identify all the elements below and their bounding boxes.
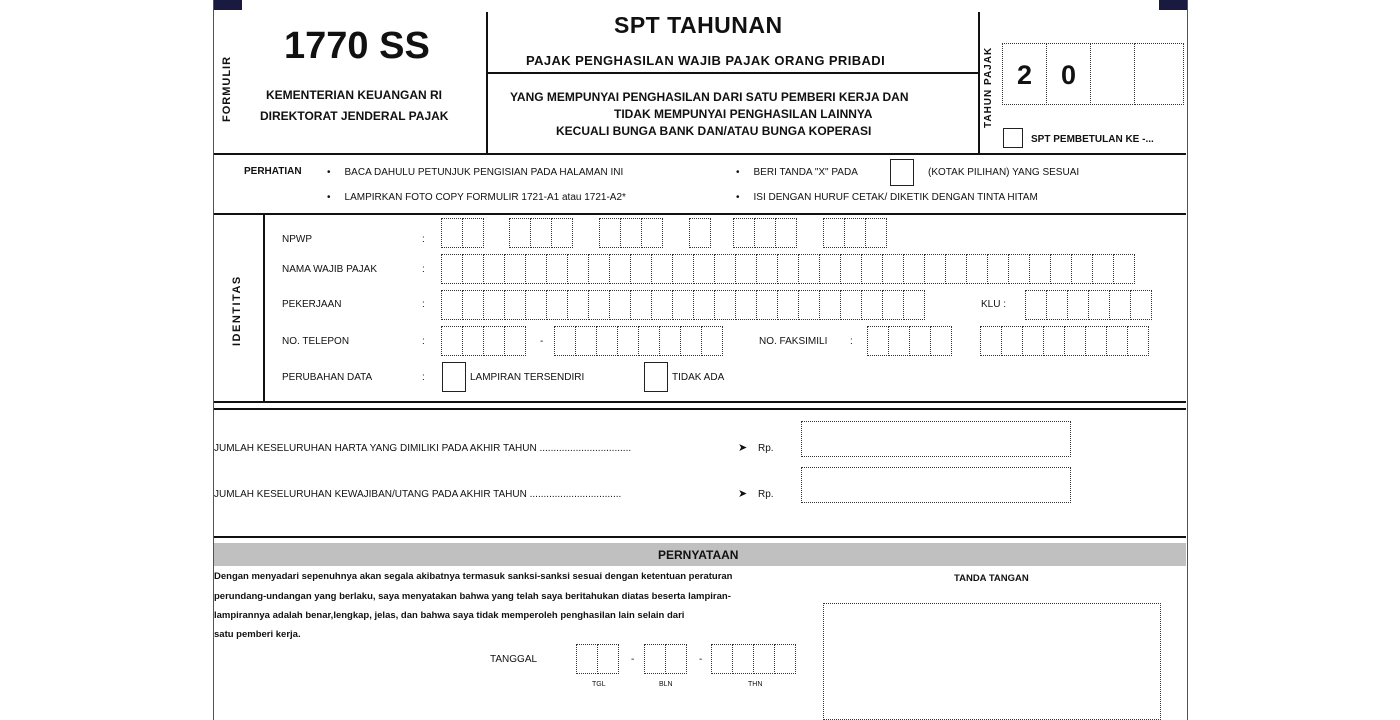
character-cell[interactable] xyxy=(714,254,736,284)
character-cell[interactable] xyxy=(651,254,673,284)
character-cell[interactable] xyxy=(672,254,694,284)
npwp-group-2[interactable] xyxy=(509,218,573,248)
pembetulan-label: SPT PEMBETULAN KE -... xyxy=(1031,134,1154,145)
character-cell[interactable] xyxy=(609,290,631,320)
telepon-area-code-field[interactable] xyxy=(441,326,526,356)
corner-mark-left xyxy=(214,0,242,10)
character-cell[interactable] xyxy=(644,644,666,674)
character-cell[interactable] xyxy=(1109,290,1131,320)
tanggal-year-field[interactable] xyxy=(711,644,796,674)
form-description-2: TIDAK MEMPUNYAI PENGHASILAN LAINNYA xyxy=(614,107,873,121)
character-cell[interactable] xyxy=(1067,290,1089,320)
character-cell[interactable] xyxy=(819,254,841,284)
character-cell[interactable] xyxy=(693,254,715,284)
telepon-label: NO. TELEPON xyxy=(282,336,350,347)
faks-colon: : xyxy=(850,336,853,347)
character-cell[interactable] xyxy=(1092,254,1114,284)
character-cell[interactable] xyxy=(840,254,862,284)
tax-year-boxes xyxy=(1002,43,1184,105)
character-cell[interactable] xyxy=(554,326,576,356)
telepon-colon: : xyxy=(422,336,425,347)
form-description-1: YANG MEMPUNYAI PENGHASILAN DARI SATU PEMBERI KERJA DAN xyxy=(510,90,909,104)
character-cell[interactable] xyxy=(630,290,652,320)
perubahan-label: PERUBAHAN DATA xyxy=(282,372,373,383)
character-cell[interactable] xyxy=(617,326,639,356)
header-subtitle-rule xyxy=(486,72,978,74)
npwp-group-3[interactable] xyxy=(599,218,663,248)
notice-bottom-rule xyxy=(214,213,1186,215)
character-cell[interactable] xyxy=(1127,326,1149,356)
nama-wajib-pajak-field[interactable] xyxy=(441,254,1135,284)
character-cell[interactable] xyxy=(525,254,547,284)
character-cell[interactable] xyxy=(930,326,952,356)
character-cell[interactable] xyxy=(567,254,589,284)
tanggal-dash-1: - xyxy=(631,654,635,665)
character-cell[interactable] xyxy=(441,254,463,284)
pekerjaan-colon: : xyxy=(422,299,425,310)
character-cell[interactable] xyxy=(638,326,660,356)
harta-currency: Rp. xyxy=(758,443,774,454)
character-cell[interactable] xyxy=(462,254,484,284)
character-cell[interactable] xyxy=(903,290,925,320)
tanggal-label: TANGGAL xyxy=(490,654,538,665)
klu-field[interactable] xyxy=(1025,290,1152,320)
character-cell[interactable] xyxy=(504,290,526,320)
npwp-group-6[interactable] xyxy=(823,218,887,248)
character-cell[interactable] xyxy=(1071,254,1093,284)
character-cell[interactable] xyxy=(798,254,820,284)
klu-label: KLU : xyxy=(981,299,1007,310)
header-divider-1 xyxy=(486,12,488,153)
character-cell[interactable] xyxy=(680,326,702,356)
character-cell[interactable] xyxy=(882,290,904,320)
npwp-group-5[interactable] xyxy=(733,218,797,248)
character-cell[interactable] xyxy=(546,254,568,284)
directorate-name: DIREKTORAT JENDERAL PAJAK xyxy=(260,109,449,123)
harta-bottom-rule xyxy=(214,536,1186,538)
form-subtitle: PAJAK PENGHASILAN WAJIB PAJAK ORANG PRIBADI xyxy=(526,53,886,68)
form-description-3: KECUALI BUNGA BANK DAN/ATAU BUNGA KOPERASI xyxy=(556,124,872,138)
header-divider-2 xyxy=(978,12,980,153)
notice-item-1-text: BACA DAHULU PETUNJUK PENGISIAN PADA HALAMAN INI xyxy=(344,167,624,178)
character-cell[interactable] xyxy=(483,290,505,320)
pernyataan-text-2: perundang-undangan yang berlaku, saya menyatakan bahwa yang telah saya beritahukan diatas beserta lampiran- xyxy=(214,591,731,602)
character-cell[interactable] xyxy=(1106,326,1128,356)
character-cell[interactable] xyxy=(525,290,547,320)
character-cell[interactable] xyxy=(711,644,733,674)
nama-label: NAMA WAJIB PAJAK xyxy=(282,264,378,275)
pernyataan-text-3: lampirannya adalah benar,lengkap, jelas, dan bahwa saya tidak memperoleh penghasilan lain selain dari xyxy=(214,610,685,621)
corner-mark-right xyxy=(1159,0,1187,10)
notice-item-4 xyxy=(736,192,1038,203)
pekerjaan-field[interactable] xyxy=(441,290,925,320)
character-cell[interactable] xyxy=(840,290,862,320)
identitas-label: IDENTITAS xyxy=(231,275,243,346)
character-cell[interactable] xyxy=(753,644,775,674)
pernyataan-title: PERNYATAAN xyxy=(658,548,739,562)
notice-label: PERHATIAN xyxy=(244,166,302,177)
character-cell[interactable] xyxy=(441,290,463,320)
character-cell[interactable] xyxy=(798,290,820,320)
notice-item-2 xyxy=(327,192,626,203)
kewajiban-label: JUMLAH KESELURUHAN KEWAJIBAN/UTANG PADA AKHIR TAHUN ................................. xyxy=(214,489,622,500)
tanggal-month-field[interactable] xyxy=(644,644,687,674)
notice-item-4-text: ISI DENGAN HURUF CETAK/ DIKETIK DENGAN TINTA HITAM xyxy=(753,192,1038,203)
notice-item-2-text: LAMPIRKAN FOTO COPY FORMULIR 1721-A1 atau 1721-A2* xyxy=(344,192,626,203)
character-cell[interactable] xyxy=(714,290,736,320)
character-cell[interactable] xyxy=(819,290,841,320)
character-cell[interactable] xyxy=(1085,326,1107,356)
perubahan-colon: : xyxy=(422,372,425,383)
ministry-name: KEMENTERIAN KEUANGAN RI xyxy=(266,88,443,102)
npwp-label: NPWP xyxy=(282,234,312,245)
character-cell[interactable] xyxy=(483,326,505,356)
signature-box[interactable] xyxy=(823,603,1161,720)
character-cell[interactable] xyxy=(987,254,1009,284)
character-cell[interactable] xyxy=(867,326,889,356)
character-cell[interactable] xyxy=(575,326,597,356)
faks-label: NO. FAKSIMILI xyxy=(759,336,828,347)
npwp-colon: : xyxy=(422,234,425,245)
harta-amount-field[interactable] xyxy=(801,421,1071,457)
character-cell[interactable] xyxy=(504,254,526,284)
character-cell[interactable] xyxy=(651,290,673,320)
character-cell[interactable] xyxy=(596,326,618,356)
character-cell[interactable] xyxy=(1130,290,1152,320)
character-cell[interactable] xyxy=(1001,326,1023,356)
character-cell[interactable] xyxy=(903,254,925,284)
notice-item-3-text: BERI TANDA "X" PADA xyxy=(753,167,858,178)
tanggal-day-field[interactable] xyxy=(576,644,619,674)
character-cell[interactable] xyxy=(588,254,610,284)
character-cell[interactable] xyxy=(609,254,631,284)
notice-sample-checkbox xyxy=(890,159,914,186)
signature-label: TANDA TANGAN xyxy=(954,573,1029,584)
character-cell[interactable] xyxy=(1088,290,1110,320)
tidak-ada-checkbox[interactable] xyxy=(644,362,668,392)
character-cell[interactable] xyxy=(756,290,778,320)
notice-item-1 xyxy=(327,167,623,178)
kewajiban-amount-field[interactable] xyxy=(801,467,1071,503)
kewajiban-arrow: ➤ xyxy=(738,488,748,500)
character-cell[interactable] xyxy=(756,254,778,284)
character-cell[interactable] xyxy=(441,326,463,356)
character-cell[interactable] xyxy=(701,326,723,356)
faksimili-number-field[interactable] xyxy=(980,326,1149,356)
harta-label: JUMLAH KESELURUHAN HARTA YANG DIMILIKI PADA AKHIR TAHUN ................................. xyxy=(214,443,632,454)
character-cell[interactable] xyxy=(774,644,796,674)
thn-caption: THN xyxy=(748,681,763,688)
npwp-group-1[interactable] xyxy=(441,218,484,248)
character-cell[interactable] xyxy=(861,254,883,284)
character-cell[interactable] xyxy=(924,254,946,284)
character-cell[interactable] xyxy=(665,644,687,674)
notice-item-3-suffix: (KOTAK PILIHAN) YANG SESUAI xyxy=(928,167,1080,178)
header-bottom-rule xyxy=(214,153,1186,155)
character-cell[interactable] xyxy=(945,254,967,284)
character-cell[interactable] xyxy=(567,290,589,320)
character-cell[interactable] xyxy=(735,254,757,284)
character-cell[interactable] xyxy=(777,290,799,320)
character-cell[interactable] xyxy=(659,326,681,356)
character-cell[interactable] xyxy=(504,326,526,356)
pernyataan-text-4: satu pemberi kerja. xyxy=(214,629,301,640)
pembetulan-checkbox[interactable] xyxy=(1003,128,1023,148)
character-cell[interactable] xyxy=(576,644,598,674)
character-cell[interactable] xyxy=(1043,326,1065,356)
telepon-number-field[interactable] xyxy=(554,326,723,356)
character-cell[interactable] xyxy=(861,290,883,320)
character-cell[interactable] xyxy=(483,254,505,284)
character-cell[interactable] xyxy=(888,326,910,356)
character-cell[interactable] xyxy=(546,290,568,320)
character-cell[interactable] xyxy=(909,326,931,356)
spt-1770ss-form xyxy=(213,0,1188,720)
telepon-dash: - xyxy=(540,336,544,347)
tgl-caption: TGL xyxy=(592,681,606,688)
pernyataan-text-1: Dengan menyadari sepenuhnya akan segala akibatnya termasuk sanksi-sanksi sesuai dengan ketentuan peraturan xyxy=(214,571,733,582)
lampiran-tersendiri-checkbox[interactable] xyxy=(442,362,466,392)
notice-item-3 xyxy=(736,167,858,178)
nama-colon: : xyxy=(422,264,425,275)
character-cell[interactable] xyxy=(966,254,988,284)
character-cell[interactable] xyxy=(980,326,1002,356)
faksimili-area-code-field[interactable] xyxy=(867,326,952,356)
form-title: SPT TAHUNAN xyxy=(614,12,783,38)
character-cell[interactable] xyxy=(1008,254,1030,284)
character-cell[interactable] xyxy=(777,254,799,284)
form-code: 1770 SS xyxy=(284,25,430,67)
lampiran-tersendiri-label: LAMPIRAN TERSENDIRI xyxy=(470,372,585,383)
tax-year-digit-2[interactable]: 0 xyxy=(1046,43,1091,105)
tax-year-digit-4[interactable] xyxy=(1134,43,1184,105)
character-cell[interactable] xyxy=(1064,326,1086,356)
character-cell[interactable] xyxy=(462,290,484,320)
character-cell[interactable] xyxy=(693,290,715,320)
character-cell[interactable] xyxy=(462,326,484,356)
harta-arrow: ➤ xyxy=(738,442,748,454)
character-cell[interactable] xyxy=(597,644,619,674)
formulir-label: FORMULIR xyxy=(221,55,233,122)
character-cell[interactable] xyxy=(882,254,904,284)
tax-year-digit-3[interactable] xyxy=(1090,43,1135,105)
bln-caption: BLN xyxy=(659,681,673,688)
character-cell[interactable] xyxy=(735,290,757,320)
identitas-divider xyxy=(263,215,265,402)
identitas-bottom-rule-2 xyxy=(214,408,1186,410)
character-cell[interactable] xyxy=(732,644,754,674)
tidak-ada-label: TIDAK ADA xyxy=(672,372,725,383)
kewajiban-currency: Rp. xyxy=(758,489,774,500)
character-cell[interactable] xyxy=(1113,254,1135,284)
tanggal-dash-2: - xyxy=(699,654,703,665)
npwp-group-4[interactable] xyxy=(689,218,711,248)
character-cell[interactable] xyxy=(672,290,694,320)
character-cell[interactable] xyxy=(1025,290,1047,320)
character-cell[interactable] xyxy=(1046,290,1068,320)
pekerjaan-label: PEKERJAAN xyxy=(282,299,342,310)
character-cell[interactable] xyxy=(1022,326,1044,356)
identitas-bottom-rule xyxy=(214,401,1186,403)
character-cell[interactable] xyxy=(1029,254,1051,284)
character-cell[interactable] xyxy=(588,290,610,320)
tax-year-digit-1[interactable]: 2 xyxy=(1002,43,1047,105)
tahun-pajak-label: TAHUN PAJAK xyxy=(983,46,994,128)
character-cell[interactable] xyxy=(630,254,652,284)
character-cell[interactable] xyxy=(1050,254,1072,284)
